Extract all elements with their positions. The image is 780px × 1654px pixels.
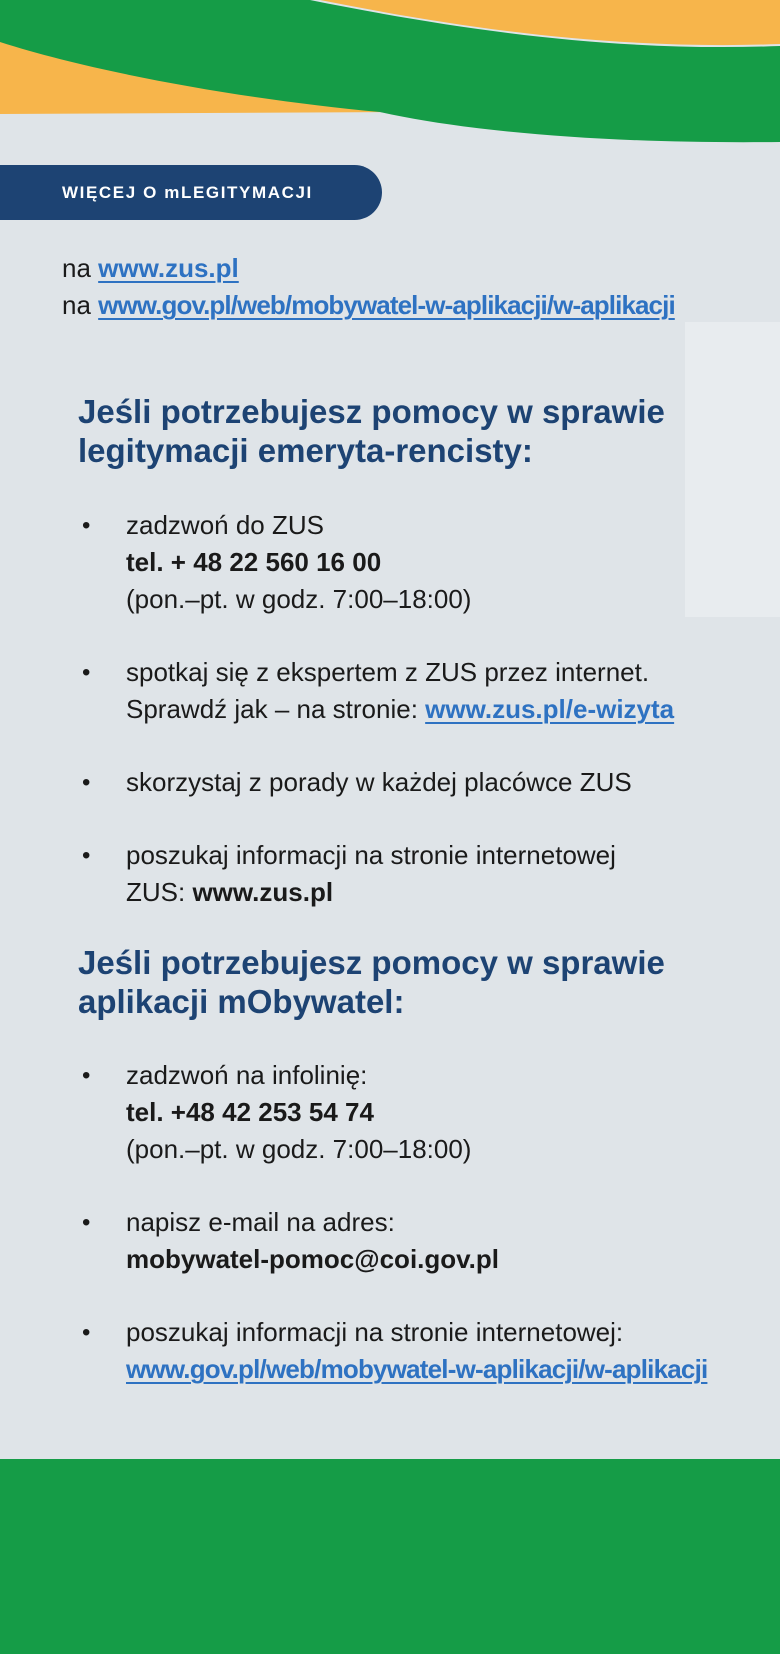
heading-line: legitymacji emeryta-rencisty: [78,432,533,469]
gov-mobywatel-link[interactable]: www.gov.pl/web/mobywatel-w-aplikacji/w-aplikacji [126,1354,708,1384]
section-header-label: WIĘCEJ O mLEGITYMACJI [62,182,313,202]
background-panel [685,322,780,617]
zus-phone-number: tel. + 48 22 560 16 00 [126,547,382,577]
zus-website-text: www.zus.pl [192,877,334,907]
section-header-tab [0,165,382,220]
list-item-call-zus [78,507,674,618]
bullet-icon: • [82,659,91,686]
bottom-green-band [0,1459,780,1654]
bullet-icon: • [82,842,91,869]
item-text: poszukaj informacji na stronie internetowej [126,840,616,870]
link-line-zus [62,250,675,287]
item-text: poszukaj informacji na stronie internetowej: [126,1317,624,1347]
link-prefix: na [62,290,91,320]
list-item-call-infolinia [78,1057,707,1168]
item-text: spotkaj się z ekspertem z ZUS przez internet. [126,657,650,687]
list-item-gov-website [78,1314,707,1388]
e-wizyta-link[interactable]: www.zus.pl/e-wizyta [425,694,675,724]
item-text: ZUS: [126,877,193,907]
top-wave-decoration [0,0,780,150]
list-item-e-wizyta [78,654,674,728]
list-item-placowka [78,764,674,801]
list-item-zus-website [78,837,674,911]
bullet-icon: • [82,1209,91,1236]
item-text: skorzystaj z porady w każdej placówce ZUS [126,767,632,797]
support-email-address: mobywatel-pomoc@coi.gov.pl [126,1244,500,1274]
link-prefix: na [62,253,91,283]
infolinia-phone-number: tel. +48 42 253 54 74 [126,1097,374,1127]
bullet-icon: • [82,769,91,796]
item-text: zadzwoń na infolinię: [126,1060,368,1090]
help-list-legitymacja [78,507,674,911]
help-list-mobywatel [78,1057,707,1388]
section-heading-mobywatel [78,943,665,1021]
item-text: napisz e-mail na adres: [126,1207,395,1237]
bullet-icon: • [82,1062,91,1089]
more-info-links [62,250,675,324]
bullet-icon: • [82,512,91,539]
opening-hours: (pon.–pt. w godz. 7:00–18:00) [126,584,472,614]
gov-mobywatel-link[interactable]: www.gov.pl/web/mobywatel-w-aplikacji/w-aplikacji [98,290,675,320]
item-text: zadzwoń do ZUS [126,510,324,540]
heading-line: Jeśli potrzebujesz pomocy w sprawie [78,393,665,430]
section-heading-legitymacja [78,392,665,470]
item-text-row [126,691,674,728]
item-text-row [126,1351,707,1388]
item-text-row [126,874,674,911]
item-text: Sprawdź jak – na stronie: [126,694,426,724]
heading-line: Jeśli potrzebujesz pomocy w sprawie [78,944,665,981]
opening-hours: (pon.–pt. w godz. 7:00–18:00) [126,1134,472,1164]
list-item-email [78,1204,707,1278]
bullet-icon: • [82,1319,91,1346]
link-line-gov [62,287,675,324]
heading-line: aplikacji mObywatel: [78,983,405,1020]
zus-link[interactable]: www.zus.pl [98,253,239,283]
